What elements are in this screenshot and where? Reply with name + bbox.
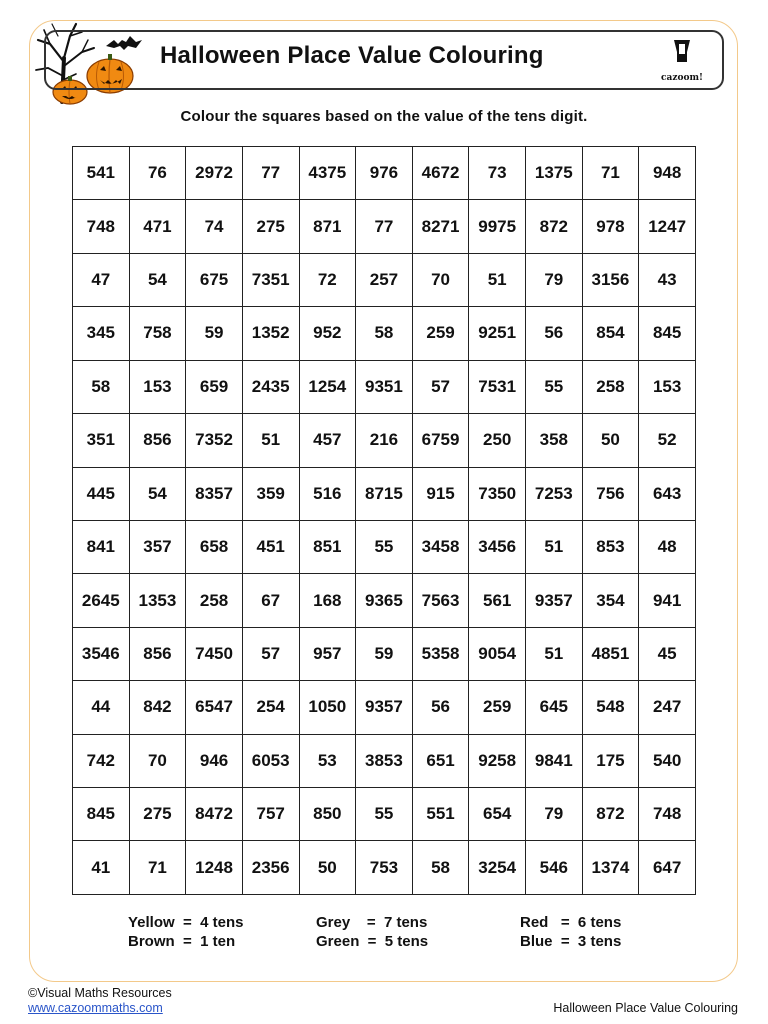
- instructions: Colour the squares based on the value of the tens digit.: [180, 108, 588, 125]
- grid-cell[interactable]: 8472: [186, 788, 243, 841]
- grid-row: [73, 627, 696, 680]
- grid-cell[interactable]: 856: [129, 627, 186, 680]
- grid-cell[interactable]: 643: [639, 467, 696, 520]
- grid-cell[interactable]: 359: [242, 467, 299, 520]
- grid-cell[interactable]: 70: [129, 734, 186, 787]
- grid-cell[interactable]: 3254: [469, 841, 526, 895]
- grid-cell[interactable]: 946: [186, 734, 243, 787]
- grid-cell[interactable]: 9251: [469, 307, 526, 360]
- grid-cell[interactable]: 357: [129, 520, 186, 573]
- grid-cell[interactable]: 168: [299, 574, 356, 627]
- grid-cell[interactable]: 9357: [356, 681, 413, 734]
- grid-cell[interactable]: 258: [186, 574, 243, 627]
- number-grid: [72, 146, 696, 895]
- grid-row: [73, 414, 696, 467]
- grid-cell[interactable]: 856: [129, 414, 186, 467]
- grid-row: [73, 147, 696, 200]
- grid-cell[interactable]: 67: [242, 574, 299, 627]
- grid-cell[interactable]: 6547: [186, 681, 243, 734]
- grid-cell[interactable]: 257: [356, 253, 413, 306]
- grid-cell[interactable]: 457: [299, 414, 356, 467]
- grid-cell[interactable]: 748: [639, 788, 696, 841]
- grid-row: [73, 788, 696, 841]
- grid-row: [73, 574, 696, 627]
- grid-cell[interactable]: 3456: [469, 520, 526, 573]
- grid-cell[interactable]: 58: [356, 307, 413, 360]
- grid-cell[interactable]: 541: [73, 147, 130, 200]
- grid-cell[interactable]: 45: [639, 627, 696, 680]
- grid-cell[interactable]: 79: [526, 788, 583, 841]
- grid-cell[interactable]: 50: [582, 414, 639, 467]
- legend-blue: Blue = 3 tens: [520, 933, 622, 950]
- grid-cell[interactable]: 48: [639, 520, 696, 573]
- grid-cell[interactable]: 258: [582, 360, 639, 413]
- grid-cell[interactable]: 9975: [469, 200, 526, 253]
- grid-cell[interactable]: 7531: [469, 360, 526, 413]
- grid-cell[interactable]: 853: [582, 520, 639, 573]
- grid-row: [73, 681, 696, 734]
- footer-title: Halloween Place Value Colouring: [553, 1001, 738, 1015]
- grid-cell[interactable]: 7450: [186, 627, 243, 680]
- grid-cell[interactable]: 3458: [412, 520, 469, 573]
- grid-cell[interactable]: 70: [412, 253, 469, 306]
- grid-cell[interactable]: 6759: [412, 414, 469, 467]
- grid-cell[interactable]: 872: [582, 788, 639, 841]
- grid-cell[interactable]: 52: [639, 414, 696, 467]
- copyright: ©Visual Maths Resources: [28, 986, 172, 1000]
- grid-cell[interactable]: 51: [469, 253, 526, 306]
- grid-cell[interactable]: 451: [242, 520, 299, 573]
- grid-cell[interactable]: 76: [129, 147, 186, 200]
- grid-cell[interactable]: 651: [412, 734, 469, 787]
- grid-cell[interactable]: 54: [129, 467, 186, 520]
- grid-cell[interactable]: 59: [186, 307, 243, 360]
- grid-cell[interactable]: 551: [412, 788, 469, 841]
- grid-cell[interactable]: 275: [242, 200, 299, 253]
- legend-brown: Brown = 1 ten: [128, 933, 236, 950]
- grid-cell[interactable]: 748: [73, 200, 130, 253]
- grid-row: [73, 253, 696, 306]
- grid-cell[interactable]: 59: [356, 627, 413, 680]
- page-title: Halloween Place Value Colouring: [160, 42, 544, 69]
- grid-cell[interactable]: 58: [412, 841, 469, 895]
- grid-cell[interactable]: 1374: [582, 841, 639, 895]
- grid-cell[interactable]: 850: [299, 788, 356, 841]
- grid-cell[interactable]: 7350: [469, 467, 526, 520]
- grid-cell[interactable]: 872: [526, 200, 583, 253]
- grid-cell[interactable]: 1247: [639, 200, 696, 253]
- grid-cell[interactable]: 345: [73, 307, 130, 360]
- grid-cell[interactable]: 57: [412, 360, 469, 413]
- grid-cell[interactable]: 742: [73, 734, 130, 787]
- grid-cell[interactable]: 8271: [412, 200, 469, 253]
- grid-cell[interactable]: 4851: [582, 627, 639, 680]
- grid-row: [73, 360, 696, 413]
- grid-cell[interactable]: 53: [299, 734, 356, 787]
- grid-row: [73, 841, 696, 895]
- cazoom-logo-icon: [667, 36, 697, 66]
- grid-cell[interactable]: 7351: [242, 253, 299, 306]
- grid-cell[interactable]: 7563: [412, 574, 469, 627]
- grid-cell[interactable]: 275: [129, 788, 186, 841]
- grid-cell[interactable]: 948: [639, 147, 696, 200]
- grid-cell[interactable]: 659: [186, 360, 243, 413]
- grid-cell[interactable]: 3546: [73, 627, 130, 680]
- grid-cell[interactable]: 845: [73, 788, 130, 841]
- grid-cell[interactable]: 445: [73, 467, 130, 520]
- legend-grey: Grey = 7 tens: [316, 914, 428, 931]
- grid-cell[interactable]: 9365: [356, 574, 413, 627]
- grid-cell[interactable]: 1248: [186, 841, 243, 895]
- grid-cell[interactable]: 9357: [526, 574, 583, 627]
- grid-cell[interactable]: 77: [242, 147, 299, 200]
- grid-cell[interactable]: 77: [356, 200, 413, 253]
- grid-cell[interactable]: 56: [412, 681, 469, 734]
- grid-cell[interactable]: 254: [242, 681, 299, 734]
- grid-cell[interactable]: 540: [639, 734, 696, 787]
- grid-cell[interactable]: 51: [526, 520, 583, 573]
- legend-red: Red = 6 tens: [520, 914, 622, 931]
- grid-cell[interactable]: 3853: [356, 734, 413, 787]
- legend-yellow: Yellow = 4 tens: [128, 914, 244, 931]
- grid-cell[interactable]: 358: [526, 414, 583, 467]
- grid-cell[interactable]: 1254: [299, 360, 356, 413]
- grid-cell[interactable]: 73: [469, 147, 526, 200]
- grid-cell[interactable]: 153: [639, 360, 696, 413]
- grid-cell[interactable]: 753: [356, 841, 413, 895]
- grid-cell[interactable]: 5358: [412, 627, 469, 680]
- grid-cell[interactable]: 758: [129, 307, 186, 360]
- grid-cell[interactable]: 4672: [412, 147, 469, 200]
- grid-cell[interactable]: 259: [412, 307, 469, 360]
- logo-text: cazoom!: [661, 73, 703, 83]
- grid-cell[interactable]: 2645: [73, 574, 130, 627]
- grid-cell[interactable]: 50: [299, 841, 356, 895]
- grid-cell[interactable]: 79: [526, 253, 583, 306]
- grid-cell[interactable]: 675: [186, 253, 243, 306]
- grid-cell[interactable]: 71: [582, 147, 639, 200]
- grid-cell[interactable]: 55: [526, 360, 583, 413]
- grid-cell[interactable]: 41: [73, 841, 130, 895]
- grid-cell[interactable]: 1050: [299, 681, 356, 734]
- grid-cell[interactable]: 842: [129, 681, 186, 734]
- grid-cell[interactable]: 250: [469, 414, 526, 467]
- grid-cell[interactable]: 56: [526, 307, 583, 360]
- grid-row: [73, 200, 696, 253]
- grid-row: [73, 307, 696, 360]
- grid-row: [73, 467, 696, 520]
- grid-cell[interactable]: 9841: [526, 734, 583, 787]
- grid-cell[interactable]: 548: [582, 681, 639, 734]
- grid-cell[interactable]: 216: [356, 414, 413, 467]
- grid-cell[interactable]: 175: [582, 734, 639, 787]
- grid-cell[interactable]: 841: [73, 520, 130, 573]
- grid-cell[interactable]: 58: [73, 360, 130, 413]
- grid-cell[interactable]: 51: [242, 414, 299, 467]
- grid-cell[interactable]: 2972: [186, 147, 243, 200]
- cazoom-logo: [652, 36, 712, 86]
- grid-cell[interactable]: 43: [639, 253, 696, 306]
- grid-cell[interactable]: 57: [242, 627, 299, 680]
- grid-cell[interactable]: 9258: [469, 734, 526, 787]
- grid-cell[interactable]: 546: [526, 841, 583, 895]
- grid-cell[interactable]: 44: [73, 681, 130, 734]
- grid-cell[interactable]: 645: [526, 681, 583, 734]
- grid-cell[interactable]: 8715: [356, 467, 413, 520]
- grid-cell[interactable]: 516: [299, 467, 356, 520]
- grid-cell[interactable]: 2356: [242, 841, 299, 895]
- grid-cell[interactable]: 351: [73, 414, 130, 467]
- grid-cell[interactable]: 354: [582, 574, 639, 627]
- grid-cell[interactable]: 4375: [299, 147, 356, 200]
- grid-cell[interactable]: 74: [186, 200, 243, 253]
- grid-cell[interactable]: 9054: [469, 627, 526, 680]
- grid-cell[interactable]: 976: [356, 147, 413, 200]
- grid-cell[interactable]: 845: [639, 307, 696, 360]
- grid-cell[interactable]: 247: [639, 681, 696, 734]
- grid-cell[interactable]: 915: [412, 467, 469, 520]
- footer-left: [28, 986, 172, 1016]
- grid-cell[interactable]: 2435: [242, 360, 299, 413]
- grid-cell[interactable]: 7253: [526, 467, 583, 520]
- grid-cell[interactable]: 978: [582, 200, 639, 253]
- grid-cell[interactable]: 647: [639, 841, 696, 895]
- grid-cell[interactable]: 851: [299, 520, 356, 573]
- grid-cell[interactable]: 71: [129, 841, 186, 895]
- grid-cell[interactable]: 941: [639, 574, 696, 627]
- grid-row: [73, 520, 696, 573]
- grid-cell[interactable]: 1375: [526, 147, 583, 200]
- grid-row: [73, 734, 696, 787]
- grid-cell[interactable]: 55: [356, 788, 413, 841]
- grid-cell[interactable]: 757: [242, 788, 299, 841]
- grid-cell[interactable]: 756: [582, 467, 639, 520]
- grid-cell[interactable]: 957: [299, 627, 356, 680]
- grid-cell[interactable]: 3156: [582, 253, 639, 306]
- grid-cell[interactable]: 153: [129, 360, 186, 413]
- grid-cell[interactable]: 8357: [186, 467, 243, 520]
- legend-green: Green = 5 tens: [316, 933, 429, 950]
- grid-cell[interactable]: 9351: [356, 360, 413, 413]
- grid-cell[interactable]: 1353: [129, 574, 186, 627]
- grid-cell[interactable]: 854: [582, 307, 639, 360]
- grid-cell[interactable]: 7352: [186, 414, 243, 467]
- grid-cell[interactable]: 471: [129, 200, 186, 253]
- grid-cell[interactable]: 54: [129, 253, 186, 306]
- grid-cell[interactable]: 51: [526, 627, 583, 680]
- grid-cell[interactable]: 6053: [242, 734, 299, 787]
- grid-cell[interactable]: 259: [469, 681, 526, 734]
- grid-cell[interactable]: 55: [356, 520, 413, 573]
- grid-cell[interactable]: 871: [299, 200, 356, 253]
- grid-cell[interactable]: 952: [299, 307, 356, 360]
- grid-cell[interactable]: 47: [73, 253, 130, 306]
- grid-cell[interactable]: 72: [299, 253, 356, 306]
- website-link[interactable]: www.cazoommaths.com: [28, 1001, 163, 1015]
- grid-cell[interactable]: 561: [469, 574, 526, 627]
- grid-cell[interactable]: 654: [469, 788, 526, 841]
- grid-cell[interactable]: 658: [186, 520, 243, 573]
- grid-cell[interactable]: 1352: [242, 307, 299, 360]
